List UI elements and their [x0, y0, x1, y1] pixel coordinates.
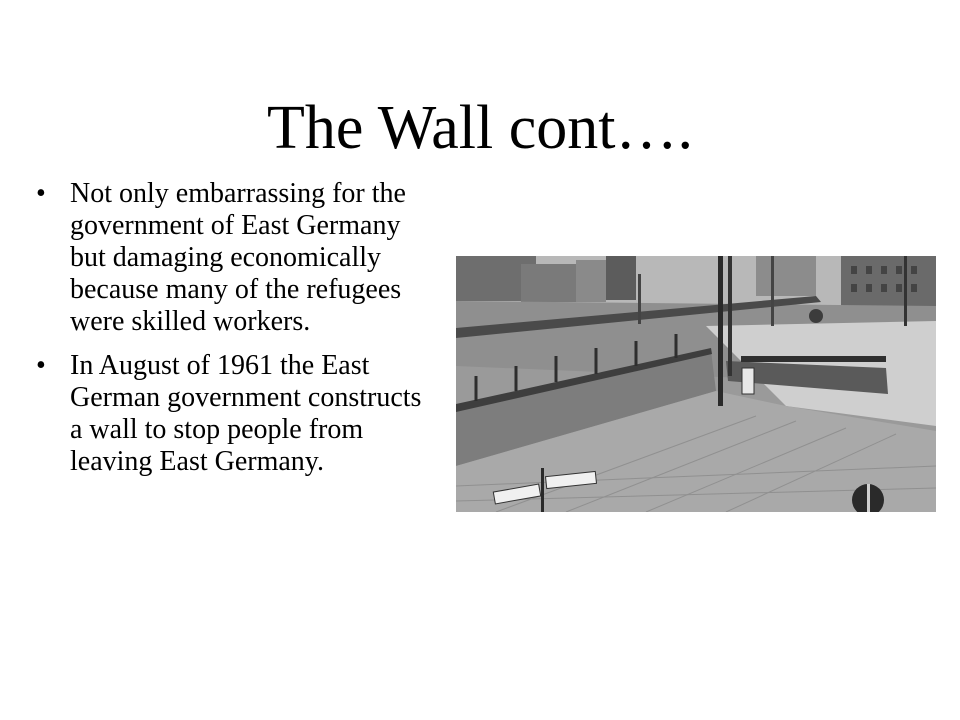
- bullet-item: [36, 350, 436, 478]
- bullet-text: Not only embarrassing for the government of East Germany but damaging economically because many of the refugees were skilled workers.: [70, 178, 406, 337]
- bullet-item: [36, 178, 436, 338]
- bullet-dot: •: [36, 350, 46, 381]
- bullet-dot: •: [36, 178, 46, 209]
- bullet-list: [36, 178, 436, 490]
- slide-title: The Wall cont….: [266, 94, 694, 162]
- berlin-wall-photo: [456, 256, 936, 512]
- photo-illustration: [456, 256, 936, 512]
- bullet-text: In August of 1961 the East German government constructs a wall to stop people from leaving East Germany.: [70, 350, 422, 477]
